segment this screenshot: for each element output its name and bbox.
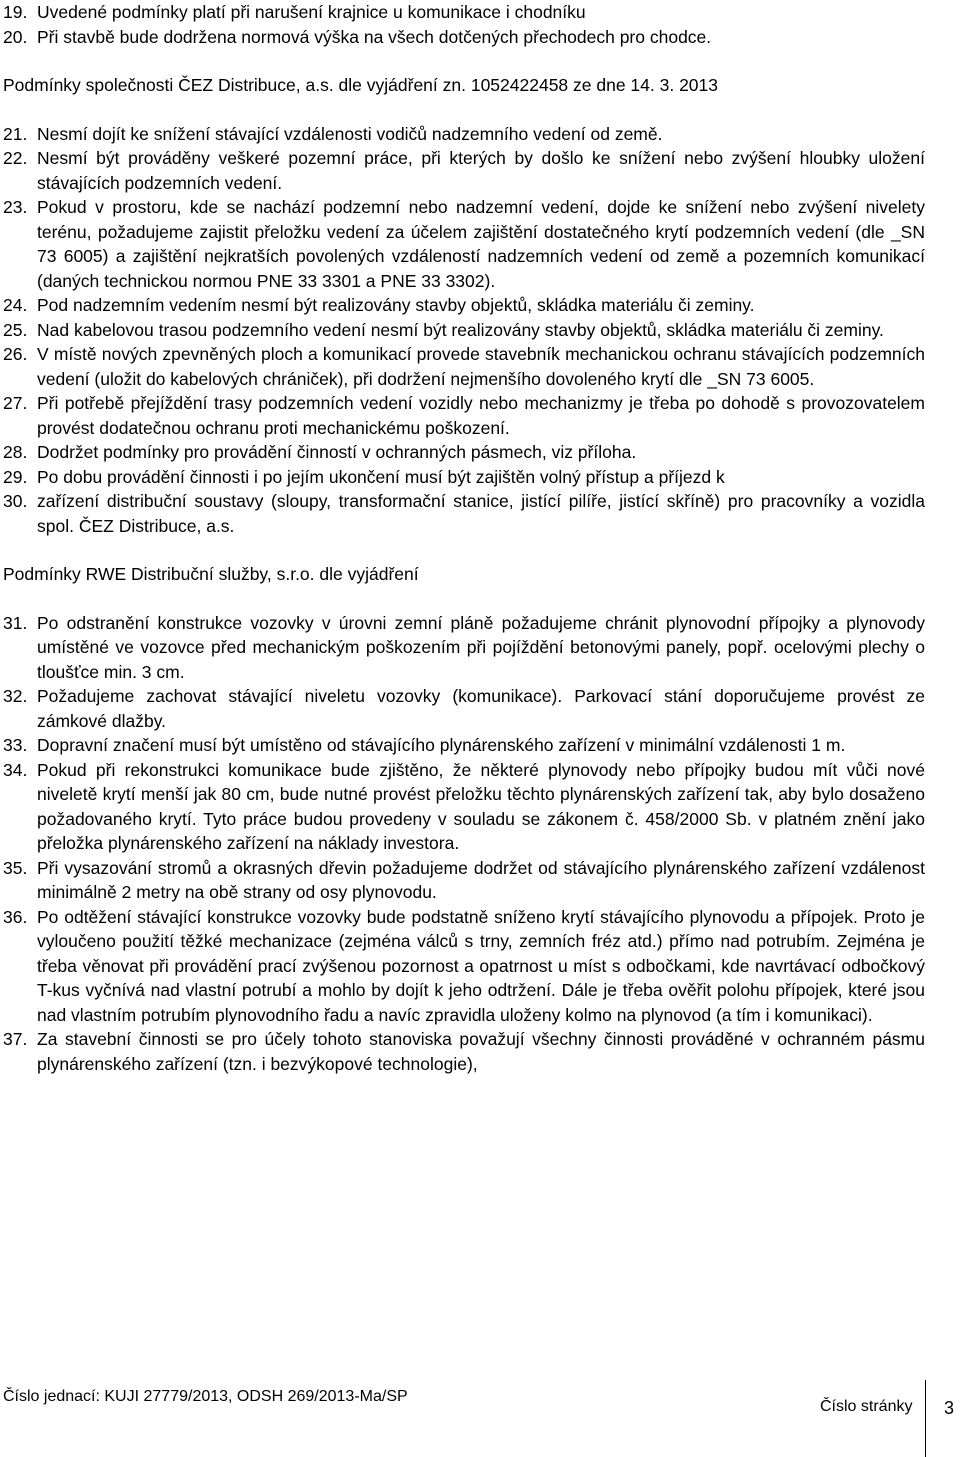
item-number: 22. [3,148,28,168]
reference-number: Číslo jednací: KUJI 27779/2013, ODSH 269/2013-Ma/SP [3,1388,408,1405]
list-item [3,122,925,147]
list-item [3,342,925,391]
item-text: Po odtěžení stávající konstrukce vozovky bude podstatně sníženo krytí stávajícího plynovodu a přípojek. Proto je vyloučeno použití těžké mechanizace (zejména válců s trny, zemních fréz atd.) přímo nad potrubím. Zejména je třeba věnovat při provádění prací zvýšenou pozornost a opatrnost u míst s odbočkami, kde navrtávací odbočkový T-kus vyčnívá nad vlastní potrubí a mohlo by dojít k jeho odtržení. Dále je třeba ověřit polohu přípojek, které jsou nad vlastním potrubím plynovodního řadu a navíc zpravidla uloženy kolmo na plynovod (a tím i komunikaci). [37,906,925,1025]
list-a [3,0,925,49]
item-number: 36. [3,906,28,927]
item-number: 28. [3,442,28,462]
list-item [3,146,925,195]
spacer [3,49,925,73]
list-item [3,391,925,440]
item-text: Po odstranění konstrukce vozovky v úrovni zemní pláně požadujeme chránit plynovodní přípojky a plynovody umístěné ve vozovce před mechanickým poškozením při pojíždění betonovými panely, popř. ocelovými plechy o tloušťce min. 3 cm. [37,612,925,682]
item-number: 19. [3,2,28,22]
item-text: zařízení distribuční soustavy (sloupy, transformační stanice, jistící pilíře, jistící skříně) pro pracovníky a vozidla spol. ČEZ Distribuce, a.s. [37,491,925,536]
spacer [3,98,925,122]
item-number: 27. [3,393,28,413]
list-item [3,489,925,538]
item-number: 31. [3,612,28,633]
list-item [3,465,925,490]
item-text: Pokud v prostoru, kde se nachází podzemní nebo nadzemní vedení, dojde ke snížení nebo zvýšení nivelety terénu, požadujeme zajistit přeložku vedení za účelem zajištění dostatečného krytí podzemních vedení (dle _SN 73 6005) a zajištění nejkratších povolených vzdáleností nadzemních vedení od země a pozemních komunikací (daných technickou normou PNE 33 3301 a PNE 33 3302). [37,197,925,291]
item-number: 29. [3,466,28,487]
list-item [3,195,925,293]
item-text: Při stavbě bude dodržena normová výška na všech dotčených přechodech pro chodce. [37,26,712,47]
item-number: 33. [3,735,28,755]
list-item [3,440,925,465]
item-text: Dodržet podmínky pro provádění činností v ochranných pásmech, viz příloha. [37,442,637,462]
item-text: Za stavební činnosti se pro účely tohoto stanoviska považují všechny činnosti prováděné v ochranném pásmu plynárenského zařízení (tzn. i bezvýkopové technologie), [37,1029,925,1074]
item-number: 32. [3,686,28,706]
item-text: Požadujeme zachovat stávající niveletu vozovky (komunikace). Parkovací stání doporučujeme provést ze zámkové dlažby. [37,686,925,731]
item-text: Dopravní značení musí být umístěno od stávajícího plynárenského zařízení v minimální vzdálenosti 1 m. [37,735,846,755]
item-number: 37. [3,1029,28,1049]
item-text: Pod nadzemním vedením nesmí být realizovány stavby objektů, skládka materiálu či zeminy. [37,295,755,315]
list-b [3,122,925,539]
item-number: 23. [3,197,28,217]
item-number: 21. [3,123,28,144]
item-number: 26. [3,344,28,364]
item-text: Při vysazování stromů a okrasných dřevin požadujeme dodržet od stávajícího plynárenského zařízení vzdálenost minimálně 2 metry na obě strany od osy plynovodu. [37,857,925,902]
item-text: Nesmí být prováděny veškeré pozemní práce, při kterých by došlo ke snížení nebo zvýšení hloubky uložení stávajících podzemních vedení. [37,148,925,193]
list-item [3,684,925,733]
page-label: Číslo stránky [820,1398,913,1415]
list-item [3,856,925,905]
document-body [3,0,925,1076]
spacer [3,538,925,562]
item-text: Nad kabelovou trasou podzemního vedení nesmí být realizovány stavby objektů, skládka materiálu či zeminy. [37,319,884,340]
item-number: 30. [3,491,28,511]
item-number: 20. [3,26,28,47]
list-item [3,293,925,318]
item-number: 35. [3,857,28,878]
item-text: Pokud při rekonstrukci komunikace bude zjištěno, že některé plynovody nebo přípojky budou mít vůči nové niveletě krytí menší jak 80 cm, bude nutné provést přeložku těchto plynárenských zařízení tak, aby bylo dosaženo požadovaného krytí. Tyto práce budou provedeny v souladu se zákonem č. 458/2000 Sb. v platném znění jako přeložka plynárenského zařízení na náklady investora. [37,759,925,853]
list-item [3,733,925,758]
item-text: Uvedené podmínky platí při narušení krajnice u komunikace i chodníku [37,2,586,22]
footer-divider [925,1380,926,1457]
list-item [3,905,925,1028]
heading-cez: Podmínky společnosti ČEZ Distribuce, a.s. dle vyjádření zn. 1052422458 ze dne 14. 3. 2013 [3,75,719,95]
item-text: Po dobu provádění činnosti i po jejím ukončení musí být zajištěn volný přístup a příjezd k [37,466,725,487]
list-c [3,611,925,1077]
item-number: 24. [3,295,28,315]
list-item [3,1027,925,1076]
page-footer [3,1380,960,1457]
spacer [3,587,925,611]
item-number: 25. [3,319,28,340]
item-text: Při potřebě přejíždění trasy podzemních vedení vozidly nebo mechanizmy je třeba po dohodě s provozovatelem provést dodatečnou ochranu proti mechanickému poškození. [37,393,925,438]
list-item [3,318,925,343]
list-item [3,25,925,50]
list-item [3,758,925,856]
heading-rwe: Podmínky RWE Distribuční služby, s.r.o. dle vyjádření [3,564,419,584]
item-text: Nesmí dojít ke snížení stávající vzdálenosti vodičů nadzemního vedení od země. [37,123,663,144]
list-item [3,0,925,25]
item-number: 34. [3,759,28,780]
list-item [3,611,925,685]
item-text: V místě nových zpevněných ploch a komunikací provede stavebník mechanickou ochranu stávajících podzemních vedení (uložit do kabelových chrániček), při dodržení nejmenšího dovoleného krytí dle _SN 73 6005. [37,344,925,389]
page-number: 3 [944,1398,955,1418]
